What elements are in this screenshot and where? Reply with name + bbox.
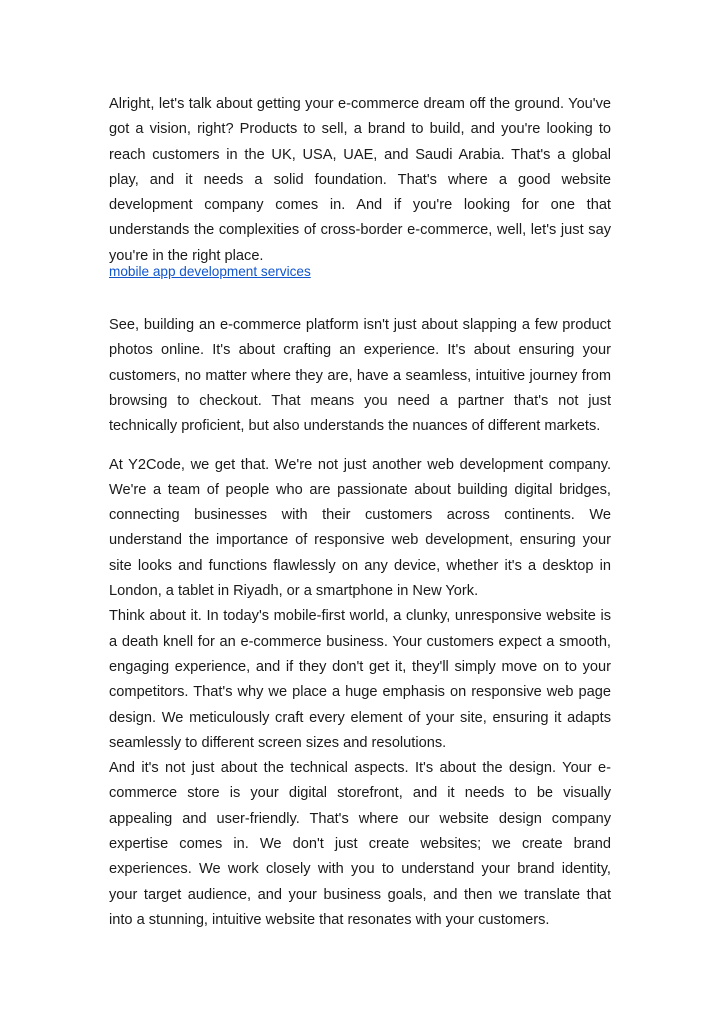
paragraph-design: And it's not just about the technical aspects. It's about the design. Your e-commerce store is your digital storefront, and it needs to be visually appealing and user-friendly. That's where our website design company expertise comes in. We don't just create websites; we create brand experiences. We work closely with you to understand your brand identity, your target audience, and your business goals, and then we translate that into a stunning, intuitive website that resonates with your customers.	[109, 760, 611, 928]
document-page	[109, 92, 611, 933]
paragraph-mobile-first: Think about it. In today's mobile-first world, a clunky, unresponsive website is a death knell for an e-commerce business. Your customers expect a smooth, engaging experience, and if they don't get it, they'll simply move on to your competitors. That's why we place a huge emphasis on responsive web page design. We meticulously craft every element of your site, ensuring it adapts seamlessly to different screen sizes and resolutions.	[109, 608, 611, 751]
paragraph-building-platform: See, building an e-commerce platform isn't just about slapping a few product photos online. It's about crafting an experience. It's about ensuring your customers, no matter where they are, have a seamless, intuitive journey from browsing to checkout. That means you need a partner that's not just technically proficient, but also understands the nuances of different markets.	[109, 317, 611, 435]
paragraph-y2code: At Y2Code, we get that. We're not just another web development company. We're a team of people who are passionate about building digital bridges, connecting businesses with their customers across continents. We understand the importance of responsive web development, ensuring your site looks and functions flawlessly on any device, whether it's a desktop in London, a tablet in Riyadh, or a smartphone in New York.	[109, 456, 611, 600]
mobile-app-development-link[interactable]: mobile app development services	[109, 264, 311, 280]
paragraph-intro: Alright, let's talk about getting your e-commerce dream off the ground. You've got a vision, right? Products to sell, a brand to build, and you're looking to reach customers in the UK, USA, UAE, and Saudi Arabia. That's a global play, and it needs a solid foundation. That's where a good website development company comes in. And if you're looking for one that understands the complexities of cross-border e-commerce, well, let's just say you're in the right place.	[109, 96, 611, 264]
